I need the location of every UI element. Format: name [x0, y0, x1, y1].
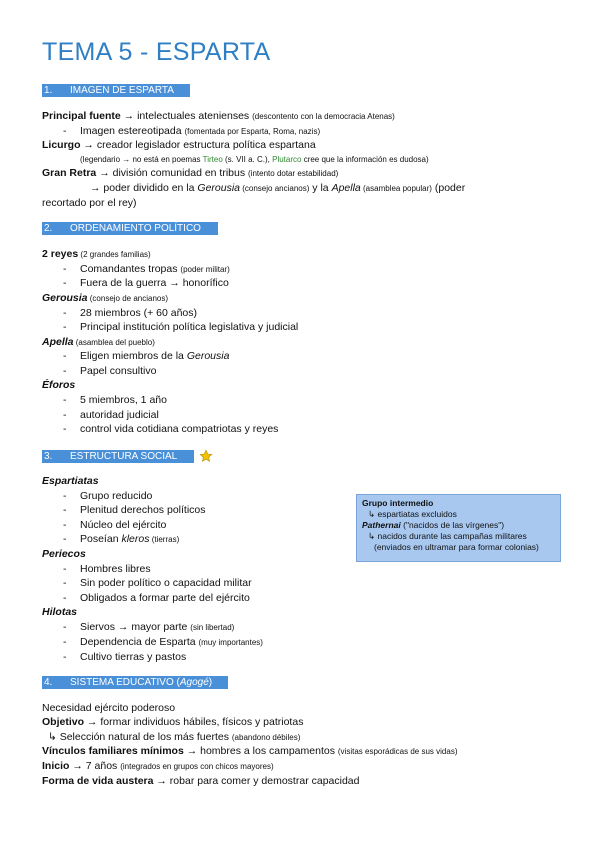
text: ("nacidos de las vírgenes")	[400, 520, 505, 530]
text: Dependencia de Esparta	[80, 636, 199, 648]
text-line: Espartiatas	[42, 475, 99, 487]
text-line	[42, 335, 155, 350]
star-icon	[199, 449, 213, 463]
bullet-dash: -	[63, 533, 67, 545]
note: (tierras)	[149, 535, 180, 544]
box-line	[362, 520, 555, 531]
bold-term: Gran Retra	[42, 167, 97, 179]
bold-italic-term: Pathernai	[362, 520, 401, 530]
bullet-dash: -	[63, 409, 67, 421]
list-item: Núcleo del ejército	[80, 519, 167, 531]
note: (abandono débiles)	[231, 733, 301, 742]
text: → división comunidad en tribus	[96, 167, 249, 179]
text-line	[90, 181, 465, 196]
note: (2 grandes familias)	[78, 250, 151, 259]
text: → formar individuos hábiles, físicos y patriotas	[84, 716, 304, 728]
text: y la	[309, 182, 332, 194]
section-label: IMAGEN DE ESPARTA	[70, 85, 174, 96]
bullet-dash: -	[63, 490, 67, 502]
section-label: SISTEMA EDUCATIVO (	[70, 677, 180, 688]
text: Imagen estereotipada	[80, 125, 185, 137]
italic-term: kleros	[121, 533, 150, 545]
list-item: 28 miembros (+ 60 años)	[80, 307, 198, 319]
text: → poder dividido en la	[90, 182, 198, 194]
section-header-sistema-educativo	[42, 676, 228, 689]
bullet-dash: -	[63, 563, 67, 575]
section-label-end: )	[208, 677, 213, 688]
text-line	[80, 153, 429, 167]
bold-term: Principal fuente	[42, 110, 121, 122]
list-item: Hombres libres	[80, 563, 151, 575]
list-item	[80, 620, 234, 635]
list-item: Plenitud derechos políticos	[80, 504, 206, 516]
text: (legendario → no está en poemas	[80, 155, 203, 164]
text-line	[42, 291, 168, 306]
text-line: Hilotas	[42, 606, 78, 618]
bullet-dash: -	[63, 651, 67, 663]
bullet-dash: -	[63, 277, 67, 289]
text: ↳ Selección natural de los más fuertes	[48, 731, 232, 743]
text: → 7 años	[69, 760, 121, 772]
note: (asamblea popular)	[360, 184, 432, 193]
bullet-dash: -	[63, 394, 67, 406]
section-header-imagen	[42, 84, 190, 97]
section-header-estructura	[42, 450, 194, 463]
bold-term: 2 reyes	[42, 248, 79, 260]
bold-term: Inicio	[42, 760, 70, 772]
text-line	[42, 138, 316, 152]
text: Poseían	[80, 533, 122, 545]
bullet-dash: -	[63, 577, 67, 589]
bullet-dash: -	[63, 307, 67, 319]
box-line: ↳ nacidos durante las campañas militares	[368, 531, 527, 541]
bold-term: Vínculos familiares mínimos	[42, 745, 184, 757]
bold-italic-term: Gerousia	[42, 292, 88, 304]
text-line: recortado por el rey)	[42, 197, 137, 209]
text-line: Periecos	[42, 548, 86, 560]
text-line: Necesidad ejército poderoso	[42, 702, 176, 714]
bullet-dash: -	[63, 592, 67, 604]
note: (poder militar)	[180, 265, 230, 274]
list-item: 5 miembros, 1 año	[80, 394, 167, 406]
note: (muy importantes)	[198, 638, 263, 647]
text: → creador legislador estructura política espartana	[80, 139, 316, 151]
list-item: control vida cotidiana compatriotas y reyes	[80, 423, 279, 435]
text-line	[42, 715, 303, 729]
list-item	[80, 635, 263, 650]
green-term: Plutarco	[272, 155, 302, 164]
bold-term: Licurgo	[42, 139, 81, 151]
note: (visitas esporádicas de sus vidas)	[337, 747, 458, 756]
box-title: Grupo intermedio	[362, 498, 434, 508]
text-line	[42, 774, 359, 788]
bold-term: Objetivo	[42, 716, 85, 728]
italic-term: Apella	[331, 182, 361, 194]
bullet-dash: -	[63, 504, 67, 516]
text: (poder	[431, 182, 466, 194]
note: (integrados en grupos con chicos mayores)	[120, 762, 274, 771]
bullet-dash: -	[63, 519, 67, 531]
bullet-dash: -	[63, 263, 67, 275]
page-title: TEMA 5 - ESPARTA	[42, 38, 271, 66]
section-number: 1.	[44, 85, 53, 96]
text-line	[42, 109, 395, 124]
italic-term: Gerousia	[186, 350, 230, 362]
note: (asamblea del pueblo)	[73, 338, 155, 347]
list-item: Obligados a formar parte del ejército	[80, 592, 250, 604]
text: Eligen miembros de la	[80, 350, 187, 362]
green-term: Tirteo	[202, 155, 223, 164]
note: (consejo ancianos)	[240, 184, 310, 193]
list-item: autoridad judicial	[80, 409, 159, 421]
text: Comandantes tropas	[80, 263, 181, 275]
note: (fomentada por Esparta, Roma, nazis)	[184, 127, 321, 136]
text: → intelectuales atenienses	[120, 110, 253, 122]
section-label: ORDENAMIENTO POLÍTICO	[70, 223, 201, 234]
bullet-dash: -	[63, 365, 67, 377]
section-label-italic: Agogé	[179, 677, 209, 688]
bullet-dash: -	[63, 423, 67, 435]
list-item: Grupo reducido	[80, 490, 153, 502]
bold-term: Forma de vida austera	[42, 775, 154, 787]
text: → robar para comer y demostrar capacidad	[153, 775, 360, 787]
bullet-dash: -	[63, 321, 67, 333]
text-line: Éforos	[42, 379, 76, 391]
list-item: Fuera de la guerra → honorífico	[80, 277, 229, 289]
list-item: Sin poder político o capacidad militar	[80, 577, 252, 589]
text: cree que la información es dudosa)	[301, 155, 429, 164]
section-number: 4.	[44, 677, 53, 688]
list-item	[80, 349, 229, 363]
bold-italic-term: Apella	[42, 336, 74, 348]
text-line	[48, 730, 300, 745]
section-number: 3.	[44, 451, 53, 462]
text-line	[42, 744, 457, 759]
note-box-grupo-intermedio	[356, 494, 561, 562]
section-label: ESTRUCTURA SOCIAL	[70, 451, 178, 462]
list-item	[80, 262, 230, 277]
bullet-dash: -	[63, 350, 67, 362]
bullet-dash: -	[63, 125, 67, 137]
box-line: (enviados en ultramar para formar colonias)	[374, 542, 539, 552]
bullet-dash: -	[63, 636, 67, 648]
text: → hombres a los campamentos	[183, 745, 338, 757]
section-number: 2.	[44, 223, 53, 234]
text: Siervos → mayor parte	[80, 621, 191, 633]
list-item	[80, 124, 320, 139]
bullet-dash: -	[63, 621, 67, 633]
note: (descontento con la democracia Atenas)	[252, 112, 395, 121]
text: (s. VII a. C.),	[222, 155, 273, 164]
list-item	[80, 532, 179, 547]
list-item: Cultivo tierras y pastos	[80, 651, 187, 663]
list-item: Principal institución política legislativa y judicial	[80, 321, 299, 333]
note: (intento dotar estabilidad)	[248, 169, 339, 178]
note: (sin libertad)	[190, 623, 235, 632]
box-line: ↳ espartiatas excluidos	[368, 509, 457, 519]
text-line	[42, 166, 338, 181]
italic-term: Gerousia	[197, 182, 241, 194]
section-header-ordenamiento	[42, 222, 218, 235]
text-line	[42, 759, 274, 774]
text-line	[42, 247, 151, 262]
note: (consejo de ancianos)	[87, 294, 169, 303]
list-item: Papel consultivo	[80, 365, 157, 377]
